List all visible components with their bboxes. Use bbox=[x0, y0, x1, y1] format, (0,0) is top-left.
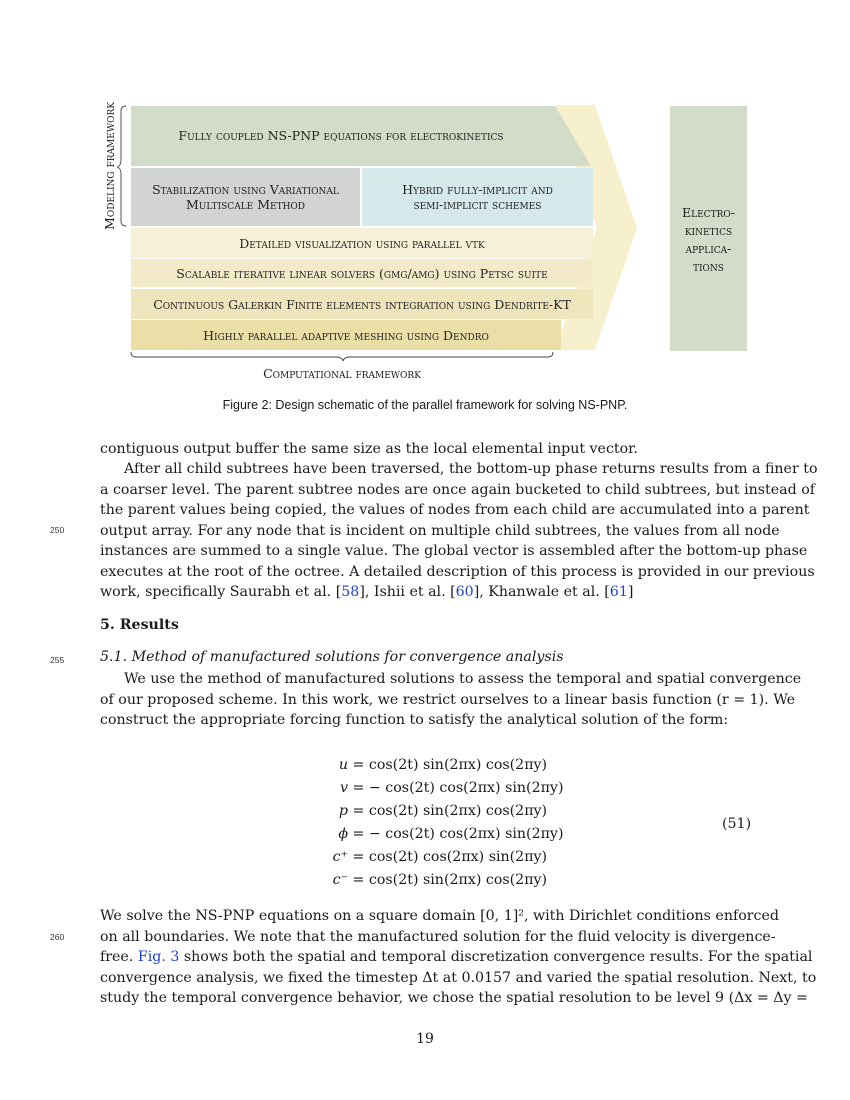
text-line: convergence analysis, we fixed the timestep Δt at 0.0157 and varied the spatial resolution. Next, to bbox=[100, 969, 817, 986]
stabilization-box: Stabilization using Variational Multiscale Method bbox=[152, 182, 339, 212]
solvers-box: Scalable iterative linear solvers (gmg/amg) using Petsc suite bbox=[176, 265, 548, 281]
equation-lhs: ϕ bbox=[338, 826, 348, 842]
ns-pnp-box: Fully coupled NS-PNP equations for electrokinetics bbox=[178, 127, 504, 143]
modeling-framework-label: Modeling framework bbox=[102, 102, 117, 230]
text-line: executes at the root of the octree. A detailed description of this process is provided in our previous bbox=[100, 563, 815, 580]
applications-line-2: kinetics bbox=[684, 223, 733, 238]
text-line-with-refs bbox=[100, 582, 752, 603]
text-span: ], Ishii et al. [ bbox=[359, 584, 456, 600]
figure-caption: Figure 2: Design schematic of the parallel framework for solving NS-PNP. bbox=[222, 398, 628, 412]
visualization-box: Detailed visualization using parallel vtk bbox=[239, 235, 485, 251]
equation-phi bbox=[300, 826, 563, 842]
figure-link-3[interactable]: Fig. 3 bbox=[137, 949, 180, 965]
page-number: 19 bbox=[416, 1031, 434, 1047]
equation-rhs: = cos(2t) cos(2πx) sin(2πy) bbox=[352, 849, 548, 865]
hybrid-box: Hybrid fully-implicit and semi-implicit schemes bbox=[402, 182, 553, 212]
text-line: instances are summed to a single value. The global vector is assembled after the bottom-up phase bbox=[100, 543, 808, 559]
text-span: shows both the spatial and temporal discretization convergence results. For the spatial bbox=[179, 949, 813, 965]
equation-v bbox=[300, 780, 563, 796]
text-line: the parent values being copied, the values of nodes from each child are accumulated into a parent bbox=[100, 502, 810, 518]
applications-line-4: tions bbox=[693, 259, 724, 274]
bottom-brace bbox=[131, 352, 553, 361]
text-span: work, specifically Saurabh et al. [ bbox=[100, 584, 342, 600]
equation-number: (51) bbox=[722, 816, 752, 832]
paragraph-1 bbox=[100, 439, 752, 460]
line-number-250: 250 bbox=[50, 525, 65, 535]
applications-line-3: applica- bbox=[685, 241, 732, 256]
text-line: on all boundaries. We note that the manufactured solution for the fluid velocity is divergence- bbox=[100, 928, 776, 945]
text-line: construct the appropriate forcing function to satisfy the analytical solution of the form: bbox=[100, 712, 729, 728]
text-line-with-ref bbox=[100, 947, 813, 968]
paragraph-4 bbox=[100, 906, 817, 1009]
text-line: contiguous output buffer the same size as the local elemental input vector. bbox=[100, 441, 638, 457]
left-brace bbox=[117, 106, 126, 226]
text-line: output array. For any node that is incident on multiple child subtrees, the values from all node bbox=[100, 522, 780, 539]
galerkin-box: Continuous Galerkin Finite elements integration using Dendrite-KT bbox=[153, 296, 571, 312]
computational-framework-label: Computational framework bbox=[263, 366, 421, 381]
paragraph-3 bbox=[100, 669, 802, 731]
equation-c-plus bbox=[300, 849, 547, 865]
line-number-255: 255 bbox=[50, 655, 65, 665]
framework-figure bbox=[0, 0, 850, 390]
text-line: We use the method of manufactured solutions to assess the temporal and spatial convergence bbox=[124, 671, 802, 687]
applications-box bbox=[670, 204, 747, 276]
equation-lhs: v bbox=[339, 780, 348, 796]
equation-rhs: = − cos(2t) cos(2πx) sin(2πy) bbox=[352, 826, 564, 842]
equation-rhs: = cos(2t) sin(2πx) cos(2πy) bbox=[352, 872, 548, 888]
citation-link-58[interactable]: 58 bbox=[341, 584, 360, 600]
paragraph-2 bbox=[100, 459, 818, 603]
equation-lhs: c⁺ bbox=[332, 849, 348, 865]
equation-lhs: c⁻ bbox=[332, 872, 348, 888]
equation-c-minus bbox=[300, 872, 547, 888]
text-line: We solve the NS-PNP equations on a square domain [0, 1]², with Dirichlet conditions enforced bbox=[100, 908, 779, 924]
subsection-heading: 5.1. Method of manufactured solutions for convergence analysis bbox=[100, 649, 564, 665]
text-line: of our proposed scheme. In this work, we restrict ourselves to a linear basis function (r = 1). We bbox=[100, 691, 796, 708]
text-span: free. bbox=[100, 949, 138, 965]
text-line: study the temporal convergence behavior, we chose the spatial resolution to be level 9 (Δx = Δy = bbox=[100, 990, 808, 1006]
equation-rhs: = cos(2t) sin(2πx) cos(2πy) bbox=[352, 803, 548, 819]
meshing-box: Highly parallel adaptive meshing using Dendro bbox=[203, 327, 489, 343]
text-span: ], Khanwale et al. [ bbox=[473, 584, 610, 600]
equation-lhs: u bbox=[338, 757, 348, 773]
applications-line-1: Electro- bbox=[682, 205, 735, 220]
text-span: ] bbox=[627, 584, 634, 600]
text-line: After all child subtrees have been traversed, the bottom-up phase returns results from a finer to bbox=[124, 461, 818, 477]
citation-link-60[interactable]: 60 bbox=[455, 584, 474, 600]
equation-rhs: = − cos(2t) cos(2πx) sin(2πy) bbox=[352, 780, 564, 796]
line-number-260: 260 bbox=[50, 932, 65, 942]
section-heading: 5. Results bbox=[100, 617, 179, 633]
equation-p bbox=[300, 803, 547, 819]
equation-rhs: = cos(2t) sin(2πx) cos(2πy) bbox=[352, 757, 548, 773]
equation-lhs: p bbox=[338, 803, 348, 819]
text-line: a coarser level. The parent subtree nodes are once again bucketed to child subtrees, but instead of bbox=[100, 481, 815, 498]
citation-link-61[interactable]: 61 bbox=[609, 584, 628, 600]
equation-u bbox=[300, 757, 547, 773]
